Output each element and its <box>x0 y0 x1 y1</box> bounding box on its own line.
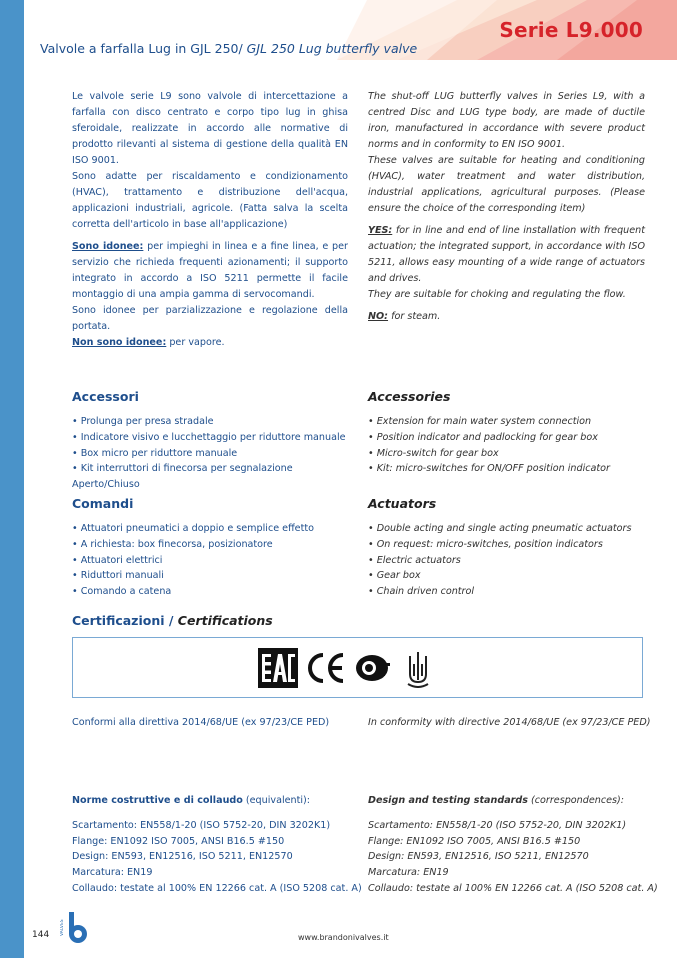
intro-italian <box>72 89 348 351</box>
no-label: NO: <box>368 311 389 322</box>
ce-mark-icon <box>310 655 343 681</box>
intro-en-paragraph-4: They are suitable for choking and regulating the flow. <box>368 289 626 300</box>
list-item: • Gear box <box>368 570 421 582</box>
standard-line: Marcatura: EN19 <box>368 867 449 879</box>
standard-line: Design: EN593, EN12516, ISO 5211, EN12570 <box>72 851 293 863</box>
subtitle-italian: Valvole a farfalla Lug in GJL 250/ <box>40 41 243 56</box>
actuators-heading-en: Actuators <box>368 496 437 511</box>
standard-line: Marcatura: EN19 <box>72 867 153 879</box>
not-suitable-text: per vapore. <box>166 337 225 348</box>
actuators-list-en <box>368 521 658 600</box>
intro-en-paragraph-1: The shut-off LUG butterfly valves in Series L9, with a centred Disc and LUG type body, are made of ductile iron, manufactured in accordance with severe product norms and in conformity to EN ISO 9001. <box>368 91 645 150</box>
list-item: • Extension for main water system connection <box>368 416 592 427</box>
intro-en-no <box>368 309 645 325</box>
standards-heading-en-bold: Design and testing standards <box>368 795 528 806</box>
list-item: • Attuatori pneumatici a doppio e semplice effetto <box>72 523 314 534</box>
not-suitable-label: Non sono idonee: <box>72 337 167 348</box>
list-item: • Chain driven control <box>368 586 475 598</box>
suitable-text: per impieghi in linea e a fine linea, e per servizio che richieda frequenti azionamenti; il supporto integrato in accordo a ISO 5211 permette il facile montaggio di una ampia gamma di servocomandi. <box>72 241 348 300</box>
list-item: • Micro-switch for gear box <box>368 447 499 459</box>
list-item: • Indicatore visivo e lucchettaggio per riduttore manuale <box>72 431 346 443</box>
suitable-label: Sono idonee: <box>72 241 144 252</box>
accessories-heading-it: Accessori <box>72 389 139 404</box>
standards-heading-en <box>368 793 658 809</box>
list-item: • Comando a catena <box>72 586 172 598</box>
side-color-bar <box>0 0 24 958</box>
intro-it-paragraph-2: Sono adatte per riscaldamento e condizionamento (HVAC), trattamento e distribuzione dell'acqua, applicazioni industriali, agricole. (Fatta salva la scelta corretta dell'articolo in base all'applicazione) <box>72 171 348 230</box>
list-item: • Box micro per riduttore manuale <box>72 447 238 459</box>
conformity-it: Conformi alla direttiva 2014/68/UE (ex 97/23/CE PED) <box>72 717 330 728</box>
accessories-list-en <box>368 414 658 477</box>
certifications-heading-it: Certificazioni / <box>72 613 174 628</box>
list-item: • Kit interruttori di finecorsa per segnalazione <box>72 463 293 475</box>
no-text: for steam. <box>388 311 441 322</box>
eac-mark-icon <box>258 648 298 688</box>
standards-heading-it-bold: Norme costruttive e di collaudo <box>72 795 243 806</box>
yes-text: for in line and end of line installation with frequent actuation; the integrated support, in accordance with ISO 5211, allows easy mounting of a wide range of actuators and drives. <box>368 225 645 284</box>
intro-it-paragraph-4: Sono idonee per parzializzazione e regolazione della portata. <box>72 305 348 332</box>
ukraine-trident-mark-icon <box>408 652 428 687</box>
list-item: • A richiesta: box finecorsa, posizionatore <box>72 538 273 550</box>
standard-line: Flange: EN1092 ISO 7005, ANSI B16.5 #150 <box>368 835 581 847</box>
list-item: Aperto/Chiuso <box>72 479 140 491</box>
list-item: • Position indicator and padlocking for gear box <box>368 431 598 443</box>
standard-line: Collaudo: testate al 100% EN 12266 cat. A (ISO 5208 cat. A) <box>72 882 362 894</box>
brandoni-logo <box>60 910 90 948</box>
standards-heading-it <box>72 793 362 809</box>
standards-en <box>368 793 658 897</box>
intro-english <box>368 89 645 325</box>
series-title: Serie L9.000 <box>499 18 643 42</box>
actuators-heading-it: Comandi <box>72 496 134 511</box>
page-number: 144 <box>32 930 50 940</box>
actuators-list-it <box>72 521 362 600</box>
standards-heading-it-rest: (equivalenti): <box>242 795 310 806</box>
list-item: • Riduttori manuali <box>72 570 164 582</box>
list-item: • Kit: micro-switches for ON/OFF position indicator <box>368 463 610 475</box>
yes-label: YES: <box>368 225 393 236</box>
website-url[interactable]: www.brandonivalves.it <box>298 933 389 942</box>
accessories-list-it <box>72 414 362 493</box>
accessories-heading-en: Accessories <box>368 389 451 404</box>
standard-line: Collaudo: testate al 100% EN 12266 cat. A (ISO 5208 cat. A) <box>368 882 658 894</box>
certifications-heading <box>72 613 273 628</box>
standard-line: Scartamento: EN558/1-20 (ISO 5752-20, DIN 3202K1) <box>368 819 627 831</box>
intro-en-paragraph-2: These valves are suitable for heating and conditioning (HVAC), water treatment and water distribution, industrial applications, agricultural purposes. (Please ensure the choice of the corresponding item) <box>368 155 645 214</box>
subtitle-english: GJL 250 Lug butterfly valve <box>242 41 418 56</box>
svg-text:VALVES: VALVES <box>60 919 65 936</box>
certification-logos <box>258 648 438 688</box>
intro-it-not-suitable <box>72 335 348 351</box>
certifications-heading-en: Certifications <box>173 613 273 628</box>
page-subtitle <box>40 41 417 56</box>
intro-it-paragraph-1: Le valvole serie L9 sono valvole di intercettazione a farfalla con disco centrato e corpo tipo lug in ghisa sferoidale, realizzate in accordo alle normative di prodotto rilevanti al sistema di gestione della qualità EN ISO 9001. <box>72 91 348 166</box>
intro-en-yes <box>368 223 645 287</box>
standard-line: Design: EN593, EN12516, ISO 5211, EN12570 <box>368 851 589 863</box>
list-item: • Attuatori elettrici <box>72 554 163 566</box>
list-item: • On request: micro-switches, position indicators <box>368 538 603 550</box>
conformity-en: In conformity with directive 2014/68/UE (ex 97/23/CE PED) <box>368 717 651 728</box>
standard-line: Scartamento: EN558/1-20 (ISO 5752-20, DIN 3202K1) <box>72 819 331 831</box>
list-item: • Electric actuators <box>368 554 461 566</box>
list-item: • Prolunga per presa stradale <box>72 416 214 427</box>
pct-mark-icon <box>356 655 390 681</box>
intro-it-suitable <box>72 239 348 303</box>
standards-it <box>72 793 362 897</box>
standards-heading-en-rest: (correspondences): <box>527 795 624 806</box>
standard-line: Flange: EN1092 ISO 7005, ANSI B16.5 #150 <box>72 835 285 847</box>
list-item: • Double acting and single acting pneumatic actuators <box>368 523 632 534</box>
